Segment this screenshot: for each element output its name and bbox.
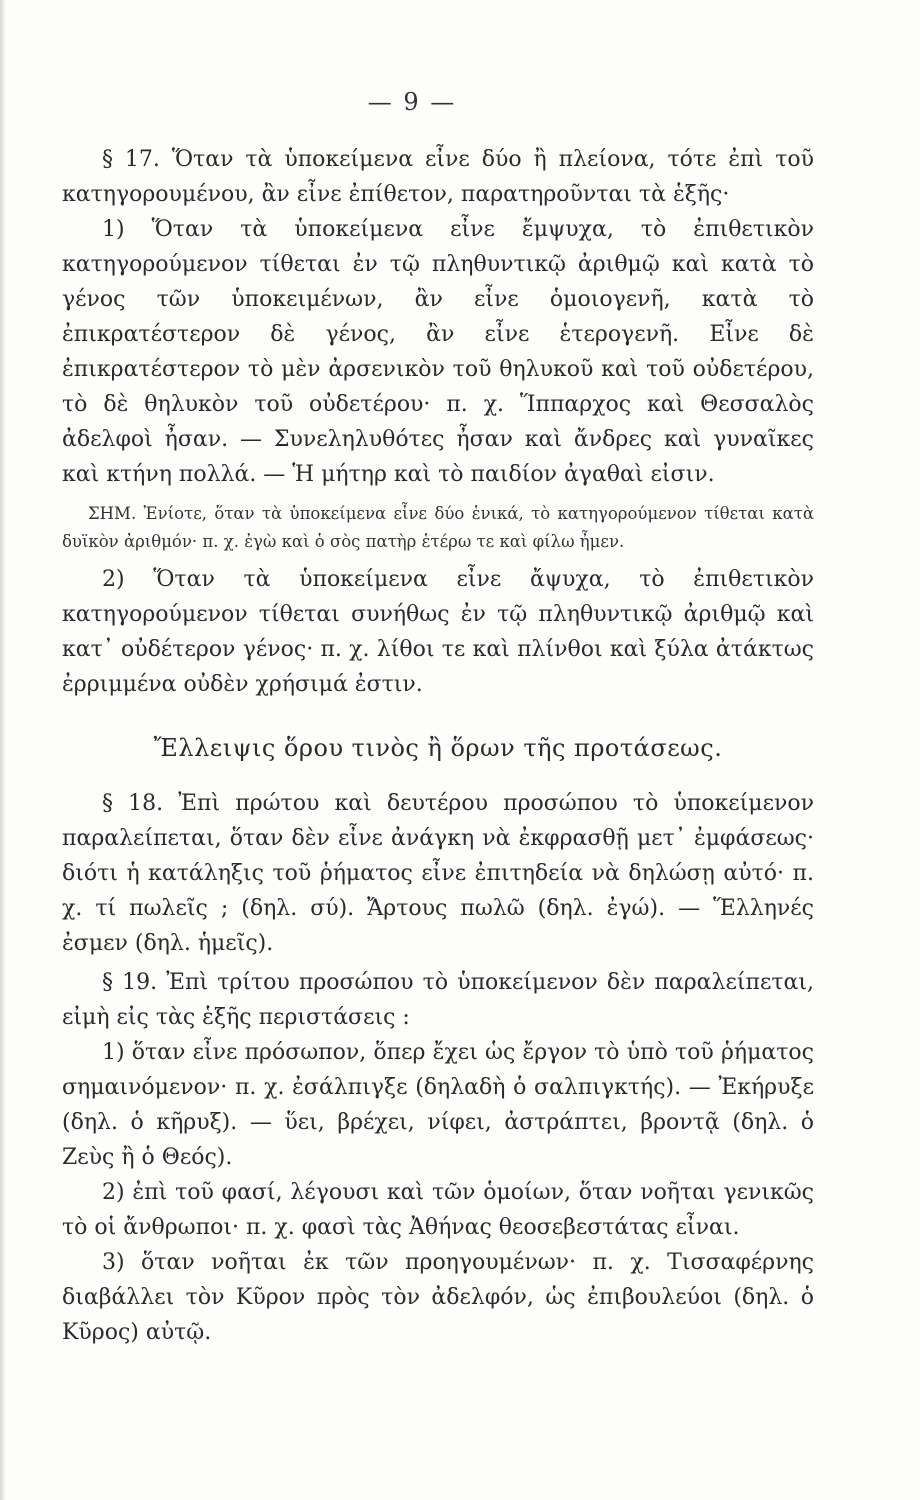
section-heading: Ἔλλειψις ὅρου τινὸς ἢ ὅρων τῆς προτάσεως. (153, 734, 723, 762)
paragraph-section-17: § 17. Ὅταν τὰ ὑποκείμενα εἶνε δύο ἢ πλείονα, τότε ἐπὶ τοῦ κατηγορουμένου, ἂν εἶνε ἐπίθετον, παρατηροῦνται τὰ ἑξῆς· (62, 147, 814, 207)
page-body (62, 142, 814, 1350)
paragraph-rule-19-3: 3) ὅταν νοῆται ἐκ τῶν προηγουμένων· π. χ. Τισσαφέρνης διαβάλλει τὸν Κῦρον πρὸς τὸν ἀδελφόν, ὡς ἐπιβουλεύοι (δηλ. ὁ Κῦρος) αὐτῷ. (62, 1250, 814, 1345)
paragraph-note: ΣΗΜ. Ἐνίοτε, ὅταν τὰ ὑποκείμενα εἶνε δύο ἑνικά, τὸ κατηγορούμενον τίθεται κατὰ δυϊκὸν ἀριθμόν· π. χ. ἐγὼ καὶ ὁ σὸς πατὴρ ἑτέρω τε καὶ φίλω ἦμεν. (62, 504, 814, 551)
paragraph-section-19: § 19. Ἐπὶ τρίτου προσώπου τὸ ὑποκείμενον δὲν παραλείπεται, εἰμὴ εἰς τὰς ἑξῆς περιστάσεις : (62, 970, 814, 1030)
paragraph-rule-17-2: 2) Ὅταν τὰ ὑποκείμενα εἶνε ἄψυχα, τὸ ἐπιθετικὸν κατηγορούμενον τίθεται συνήθως ἐν τῷ πληθυντικῷ ἀριθμῷ καὶ κατ᾿ οὐδέτερον γένος· π. χ. λίθοι τε καὶ πλίνθοι καὶ ξύλα ἀτάκτως ἐρριμμένα οὐδὲν χρήσιμά ἐστιν. (62, 567, 814, 697)
paragraph-rule-19-1: 1) ὅταν εἶνε πρόσωπον, ὅπερ ἔχει ὡς ἔργον τὸ ὑπὸ τοῦ ῥήματος σημαινόμενον· π. χ. ἐσάλπιγξε (δηλαδὴ ὁ σαλπιγκτής). — Ἐκήρυξε (δηλ. ὁ κῆρυξ). — ὕει, βρέχει, νίφει, ἀστράπτει, βροντᾷ (δηλ. ὁ Ζεὺς ἢ ὁ Θεός). (62, 1040, 814, 1170)
paragraph-rule-19-2: 2) ἐπὶ τοῦ φασί, λέγουσι καὶ τῶν ὁμοίων, ὅταν νοῆται γενικῶς τὸ οἱ ἄνθρωποι· π. χ. φασὶ τὰς Ἀθήνας θεοσεβεστάτας εἶναι. (62, 1180, 814, 1240)
paragraph-section-18: § 18. Ἐπὶ πρώτου καὶ δευτέρου προσώπου τὸ ὑποκείμενον παραλείπεται, ὅταν δὲν εἶνε ἀνάγκη νὰ ἐκφρασθῇ μετ᾿ ἐμφάσεως· διότι ἡ κατάληξις τοῦ ῥήματος εἶνε ἐπιτηδεία νὰ δηλώσῃ αὐτό· π. χ. τί πωλεῖς ; (δηλ. σύ). Ἄρτους πωλῶ (δηλ. ἐγώ). — Ἕλληνές ἐσμεν (δηλ. ἡμεῖς). (62, 791, 814, 956)
paragraph-rule-17-1: 1) Ὅταν τὰ ὑποκείμενα εἶνε ἔμψυχα, τὸ ἐπιθετικὸν κατηγορούμενον τίθεται ἐν τῷ πληθυντικῷ ἀριθμῷ καὶ κατὰ τὸ γένος τῶν ὑποκειμένων, ἂν εἶνε ὁμοιογενῆ, κατὰ τὸ ἐπικρατέστερον δὲ γένος, ἂν εἶνε ἑτερογενῆ. Εἶνε δὲ ἐπικρατέστερον τὸ μὲν ἀρσενικὸν τοῦ θηλυκοῦ καὶ τοῦ οὐδετέρου, τὸ δὲ θηλυκὸν τοῦ οὐδετέρου· π. χ. Ἵππαρχος καὶ Θεσσαλὸς ἀδελφοὶ ἦσαν. — Συνεληλυθότες ἦσαν καὶ ἄνδρες καὶ γυναῖκες καὶ κτήνη πολλά. — Ἡ μήτηρ καὶ τὸ παιδίον ἀγαθαὶ εἰσιν. (62, 217, 814, 487)
page-number: — 9 — (367, 88, 457, 116)
